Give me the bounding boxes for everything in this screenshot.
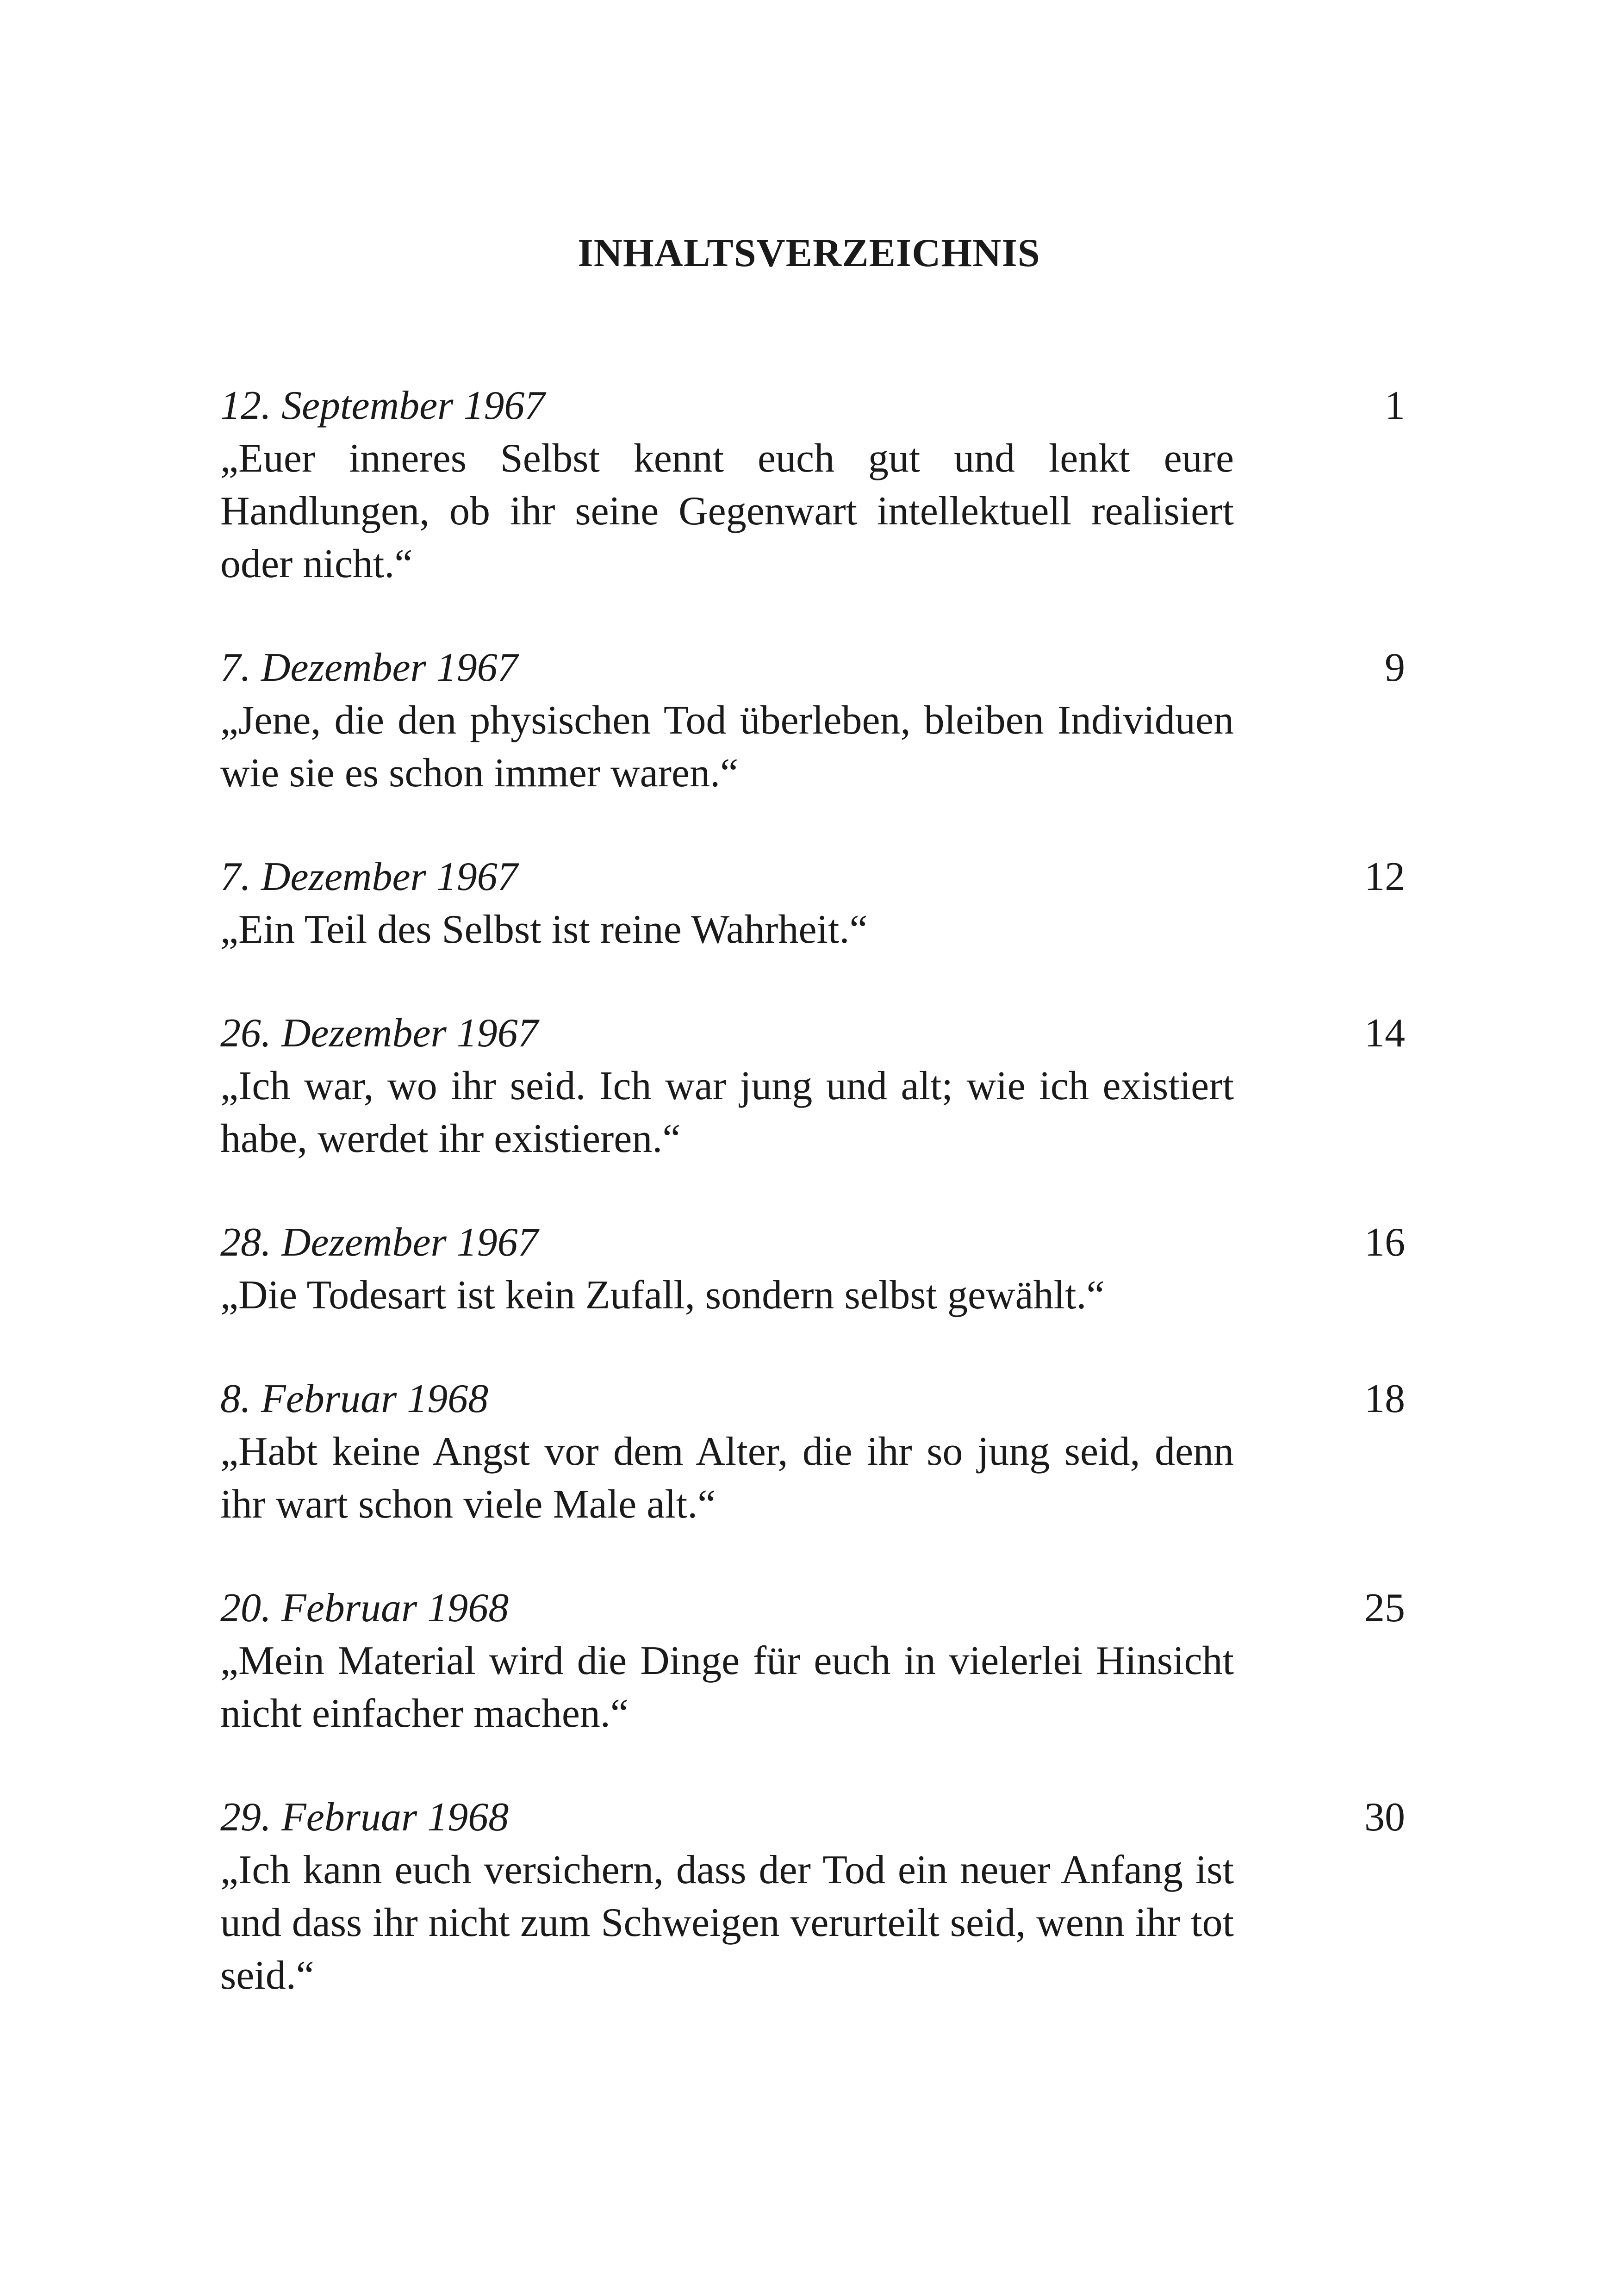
toc-entry[interactable] (220, 380, 1405, 591)
entry-date: 7. Dezember 1967 (220, 645, 518, 690)
entry-page-number: 30 (1364, 1795, 1405, 1840)
table-of-contents (220, 380, 1405, 2053)
entry-page-number: 1 (1385, 383, 1405, 428)
entry-quote: „Ich war, wo ihr seid. Ich war jung und alt; wie ich existiert habe, werdet ihr existieren.“ (220, 1064, 1234, 1161)
entry-date: 28. Dezember 1967 (220, 1220, 538, 1265)
toc-entry[interactable] (220, 1582, 1405, 1740)
toc-entry[interactable] (220, 1007, 1405, 1165)
entry-page-number: 12 (1364, 854, 1405, 899)
entry-date: 26. Dezember 1967 (220, 1011, 538, 1056)
entry-page-number: 25 (1364, 1586, 1405, 1630)
entry-date: 8. Februar 1968 (220, 1376, 489, 1421)
page-title: INHALTSVERZEICHNIS (578, 230, 1040, 275)
toc-entry[interactable] (220, 1373, 1405, 1531)
entry-page-number: 18 (1364, 1376, 1405, 1421)
entry-quote: „Habt keine Angst vor dem Alter, die ihr so jung seid, denn ihr wart schon viele Male alt.“ (220, 1429, 1234, 1527)
entry-quote: „Die Todesart ist kein Zufall, sondern selbst gewählt.“ (220, 1273, 1105, 1318)
entry-date: 12. September 1967 (220, 383, 545, 428)
toc-entry[interactable] (220, 851, 1405, 956)
entry-date: 7. Dezember 1967 (220, 854, 518, 899)
entry-quote: „Euer inneres Selbst kennt euch gut und lenkt eure Handlungen, ob ihr seine Gegenwart intellektuell realisiert oder nicht.“ (220, 436, 1234, 586)
entry-page-number: 16 (1364, 1220, 1405, 1265)
entry-quote: „Mein Material wird die Dinge für euch in vielerlei Hinsicht nicht einfacher machen.“ (220, 1638, 1234, 1736)
toc-entry[interactable] (220, 1216, 1405, 1322)
entry-page-number: 9 (1385, 645, 1405, 690)
entry-quote: „Jene, die den physischen Tod überleben, bleiben Individuen wie sie es schon immer waren.“ (220, 698, 1234, 796)
toc-entry[interactable] (220, 1791, 1405, 2002)
entry-date: 20. Februar 1968 (220, 1586, 509, 1630)
entry-date: 29. Februar 1968 (220, 1795, 509, 1840)
entry-quote: „Ich kann euch versichern, dass der Tod ein neuer Anfang ist und dass ihr nicht zum Schweigen verurteilt seid, wenn ihr tot seid.“ (220, 1848, 1234, 1998)
toc-entry[interactable] (220, 641, 1405, 800)
entry-quote: „Ein Teil des Selbst ist reine Wahrheit.“ (220, 907, 868, 952)
entry-page-number: 14 (1364, 1011, 1405, 1056)
